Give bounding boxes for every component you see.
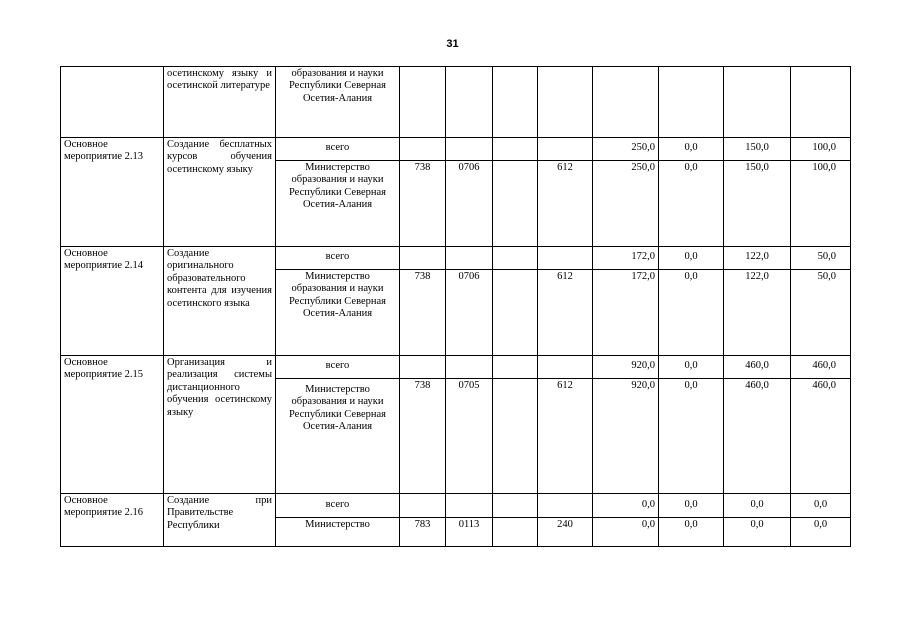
year2-cell: 0,0 [724, 494, 791, 518]
measure-cell: Основное мероприятие 2.14 [61, 247, 164, 356]
table-row [61, 247, 851, 270]
table-row [61, 67, 851, 138]
rzpr-cell [446, 67, 493, 138]
vr-cell [538, 247, 593, 270]
total-cell: 920,0 [593, 379, 659, 494]
page-number: 31 [446, 38, 459, 50]
year1-cell: 0,0 [659, 247, 724, 270]
vr-cell: 612 [538, 379, 593, 494]
vr-cell: 612 [538, 270, 593, 356]
table-row [61, 494, 851, 518]
year2-cell [724, 67, 791, 138]
budget-table [60, 66, 851, 547]
measure-cell: Основное мероприятие 2.15 [61, 356, 164, 494]
vr-cell [538, 138, 593, 161]
total-cell: 920,0 [593, 356, 659, 379]
vr-cell [538, 494, 593, 518]
year3-cell: 100,0 [791, 161, 851, 247]
rzpr-cell [446, 138, 493, 161]
executor-total-cell: всего [276, 138, 400, 161]
rzpr-cell: 0706 [446, 161, 493, 247]
csr-cell [493, 247, 538, 270]
grbs-cell: 738 [400, 270, 446, 356]
csr-cell [493, 161, 538, 247]
grbs-cell: 783 [400, 518, 446, 547]
csr-cell [493, 67, 538, 138]
grbs-cell [400, 247, 446, 270]
measure-name-cell: осетинскому языку и осетинской литературе [164, 67, 276, 138]
csr-cell [493, 356, 538, 379]
year3-cell: 50,0 [791, 247, 851, 270]
total-cell: 172,0 [593, 270, 659, 356]
measure-cell [61, 67, 164, 138]
executor-cell: Министерство образования и науки Республики Северная Осетия-Алания [276, 270, 400, 356]
measure-name-cell: Создание оригинального образовательного контента для изучения осетинского языка [164, 247, 276, 356]
total-cell: 172,0 [593, 247, 659, 270]
total-cell: 0,0 [593, 518, 659, 547]
executor-total-cell: всего [276, 356, 400, 379]
year2-cell: 150,0 [724, 161, 791, 247]
year2-cell: 150,0 [724, 138, 791, 161]
total-cell [593, 67, 659, 138]
vr-cell: 240 [538, 518, 593, 547]
grbs-cell [400, 138, 446, 161]
measure-name-cell: Организация и реализация системы дистанционного обучения осетинскому языку [164, 356, 276, 494]
measure-cell: Основное мероприятие 2.13 [61, 138, 164, 247]
executor-total-cell: всего [276, 494, 400, 518]
vr-cell: 612 [538, 161, 593, 247]
rzpr-cell [446, 247, 493, 270]
rzpr-cell [446, 494, 493, 518]
total-cell: 250,0 [593, 138, 659, 161]
vr-cell [538, 356, 593, 379]
csr-cell [493, 494, 538, 518]
year3-cell: 460,0 [791, 356, 851, 379]
year1-cell: 0,0 [659, 161, 724, 247]
year3-cell [791, 67, 851, 138]
year3-cell: 0,0 [791, 494, 851, 518]
executor-cell: Министерство образования и науки Республики Северная Осетия-Алания [276, 161, 400, 247]
year2-cell: 0,0 [724, 518, 791, 547]
year1-cell: 0,0 [659, 494, 724, 518]
rzpr-cell: 0705 [446, 379, 493, 494]
year1-cell: 0,0 [659, 518, 724, 547]
year2-cell: 122,0 [724, 247, 791, 270]
year3-cell: 0,0 [791, 518, 851, 547]
year3-cell: 460,0 [791, 379, 851, 494]
year1-cell: 0,0 [659, 379, 724, 494]
csr-cell [493, 379, 538, 494]
rzpr-cell: 0706 [446, 270, 493, 356]
executor-cell: Министерство [276, 518, 400, 547]
csr-cell [493, 138, 538, 161]
executor-total-cell: всего [276, 247, 400, 270]
table-row [61, 138, 851, 161]
grbs-cell [400, 494, 446, 518]
year1-cell [659, 67, 724, 138]
year2-cell: 460,0 [724, 356, 791, 379]
total-cell: 250,0 [593, 161, 659, 247]
executor-cell: Министерство образования и науки Республики Северная Осетия-Алания [276, 379, 400, 494]
year1-cell: 0,0 [659, 270, 724, 356]
year3-cell: 50,0 [791, 270, 851, 356]
table-row [61, 356, 851, 379]
vr-cell [538, 67, 593, 138]
grbs-cell [400, 67, 446, 138]
csr-cell [493, 518, 538, 547]
year3-cell: 100,0 [791, 138, 851, 161]
grbs-cell: 738 [400, 161, 446, 247]
measure-name-cell: Создание бесплатных курсов обучения осетинскому языку [164, 138, 276, 247]
year1-cell: 0,0 [659, 356, 724, 379]
rzpr-cell: 0113 [446, 518, 493, 547]
year2-cell: 122,0 [724, 270, 791, 356]
executor-cell: образования и науки Республики Северная Осетия-Алания [276, 67, 400, 138]
total-cell: 0,0 [593, 494, 659, 518]
year1-cell: 0,0 [659, 138, 724, 161]
rzpr-cell [446, 356, 493, 379]
grbs-cell [400, 356, 446, 379]
grbs-cell: 738 [400, 379, 446, 494]
csr-cell [493, 270, 538, 356]
measure-name-cell: Создание при Правительстве Республики [164, 494, 276, 547]
measure-cell: Основное мероприятие 2.16 [61, 494, 164, 547]
year2-cell: 460,0 [724, 379, 791, 494]
